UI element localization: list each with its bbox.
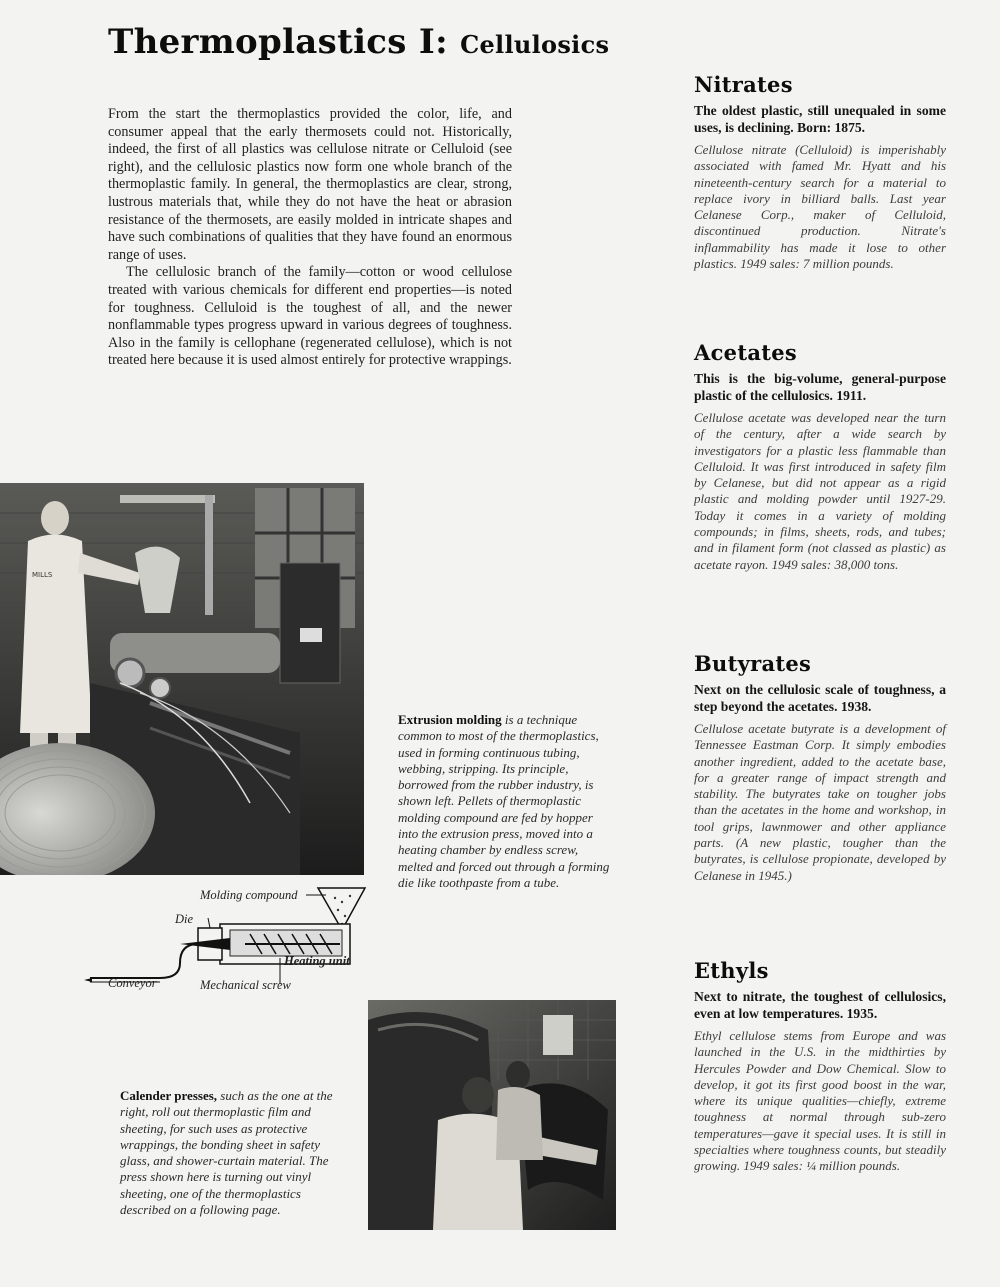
section-heading: Acetates [694, 340, 798, 365]
label-heating-unit: Heating unit [284, 954, 350, 968]
intro-paragraph-2: The cellulosic branch of the family—cotton or wood cellulose treated with various chemicals for different end properties—is noted for toughness. Celluloid is the toughest of all, and the newer nonflammable types progress upward in various degrees of toughness. Also in the family is cellophane (regenerated cellulose), which is not treated here because it is used almost entirely for protective wrappings. [108, 264, 512, 369]
caption-text: is a technique common to most of the thermoplastics, used in forming continuous tubing, webbing, stripping. Its principle, borrowed from the rubber industry, is shown left. Pellets of thermoplastic molding compound are fed by hopper into the extrusion press, moved into a heating chamber by endless screw, melted and forced out through a forming die like toothpaste from a tube. [398, 712, 610, 890]
title-main: Thermoplastics I: [108, 22, 448, 62]
calender-caption [120, 1088, 340, 1218]
calender-photo-illustration [368, 1000, 616, 1230]
label-die: Die [175, 912, 194, 926]
section-lead: This is the big-volume, general-purpose plastic of the cellulosics. 1911. [694, 371, 946, 403]
label-molding-compound: Molding compound [200, 888, 298, 902]
intro-text [108, 106, 512, 370]
page-title [108, 22, 609, 62]
section-lead: Next to nitrate, the toughest of cellulosics, even at low temperatures. 1935. [694, 989, 946, 1021]
section-body: Cellulose acetate butyrate is a development of Tennessee Eastman Corp. It simply embodies another ingredient, added to the acetate base, for a greater range of impact strength and stability. The butyrates take on tougher jobs than the acetates in the home and workshop, in tool grips, lawnmower and other appliance parts. (A new plastic, tougher than the butyrates, is cellulose propionate, developed by Celanese in 1945.) [694, 721, 946, 883]
label-mechanical-screw: Mechanical screw [200, 978, 291, 992]
extrusion-press-photo [0, 483, 364, 875]
section-ethyls [694, 958, 946, 1175]
section-heading: Nitrates [694, 72, 793, 97]
section-lead: The oldest plastic, still unequaled in some uses, is declining. Born: 1875. [694, 103, 946, 135]
intro-paragraph-1: From the start the thermoplastics provided the color, life, and consumer appeal that the early thermosets could not. Historically, indeed, the first of all plastics was cellulose nitrate or Celluloid (see right), and the cellulosic plastics now form one whole branch of the thermoplastic family. In general, the thermoplastics are clear, strong, lustrous materials that, while they do not have the heat or abrasion resistance of the thermosets, are easily molded in intricate shapes and have such combinations of qualities that they have found an enormous range of uses. [108, 106, 512, 263]
label-conveyor: Conveyor [108, 976, 157, 990]
section-acetates [694, 340, 946, 573]
section-lead: Next on the cellulosic scale of toughness, a step beyond the acetates. 1938. [694, 682, 946, 714]
extrusion-diagram [80, 878, 370, 996]
section-body: Ethyl cellulose stems from Europe and was launched in the U.S. in the midthirties by Hercules Powder and Dow Chemical. Slow to develop, it got its first good boost in the war, where its unique qualities—chiefly, extreme toughness at normal through sub-zero temperatures—gave it special uses. It is still in specialties where toughness counts, but steadily growing. 1949 sales: ¼ million pounds. [694, 1028, 946, 1174]
section-body: Cellulose nitrate (Celluloid) is imperishably associated with famed Mr. Hyatt and his nineteenth-century search for a material to replace ivory in billiard balls. Last year Celanese Corp., maker of Celluloid, discontinued production. Nitrate's inflammability has made it lose to other plastics. 1949 sales: 7 million pounds. [694, 142, 946, 272]
coat-label: MILLS [32, 571, 53, 579]
caption-term: Calender presses, [120, 1088, 218, 1103]
section-butyrates [694, 651, 946, 884]
section-heading: Butyrates [694, 651, 812, 676]
calender-press-photo [368, 1000, 616, 1230]
section-body: Cellulose acetate was developed near the turn of the century, after a wide search by investigators for a plastic less flammable than Celluloid. It was first introduced in safety film by Celanese, but did not appear as a rigid plastic and molding powder until 1927-29. Today it comes in a variety of molding compounds; in films, sheets, rods, and tubes; and in filament form (not classed as plastic) as acetate rayon. 1949 sales: 38,000 tons. [694, 410, 946, 572]
extrusion-photo-illustration [0, 483, 364, 875]
extrusion-caption [398, 712, 616, 891]
title-sub: Cellulosics [460, 30, 610, 59]
caption-term: Extrusion molding [398, 712, 502, 727]
section-nitrates [694, 72, 946, 272]
section-heading: Ethyls [694, 958, 769, 983]
caption-text: such as the one at the right, roll out thermoplastic film and sheeting, for such uses as protective wrappings, the bonding sheet in safety glass, and shower-curtain material. The press shown here is turning out vinyl sheeting, one of the thermoplastics described on a following page. [120, 1088, 333, 1218]
